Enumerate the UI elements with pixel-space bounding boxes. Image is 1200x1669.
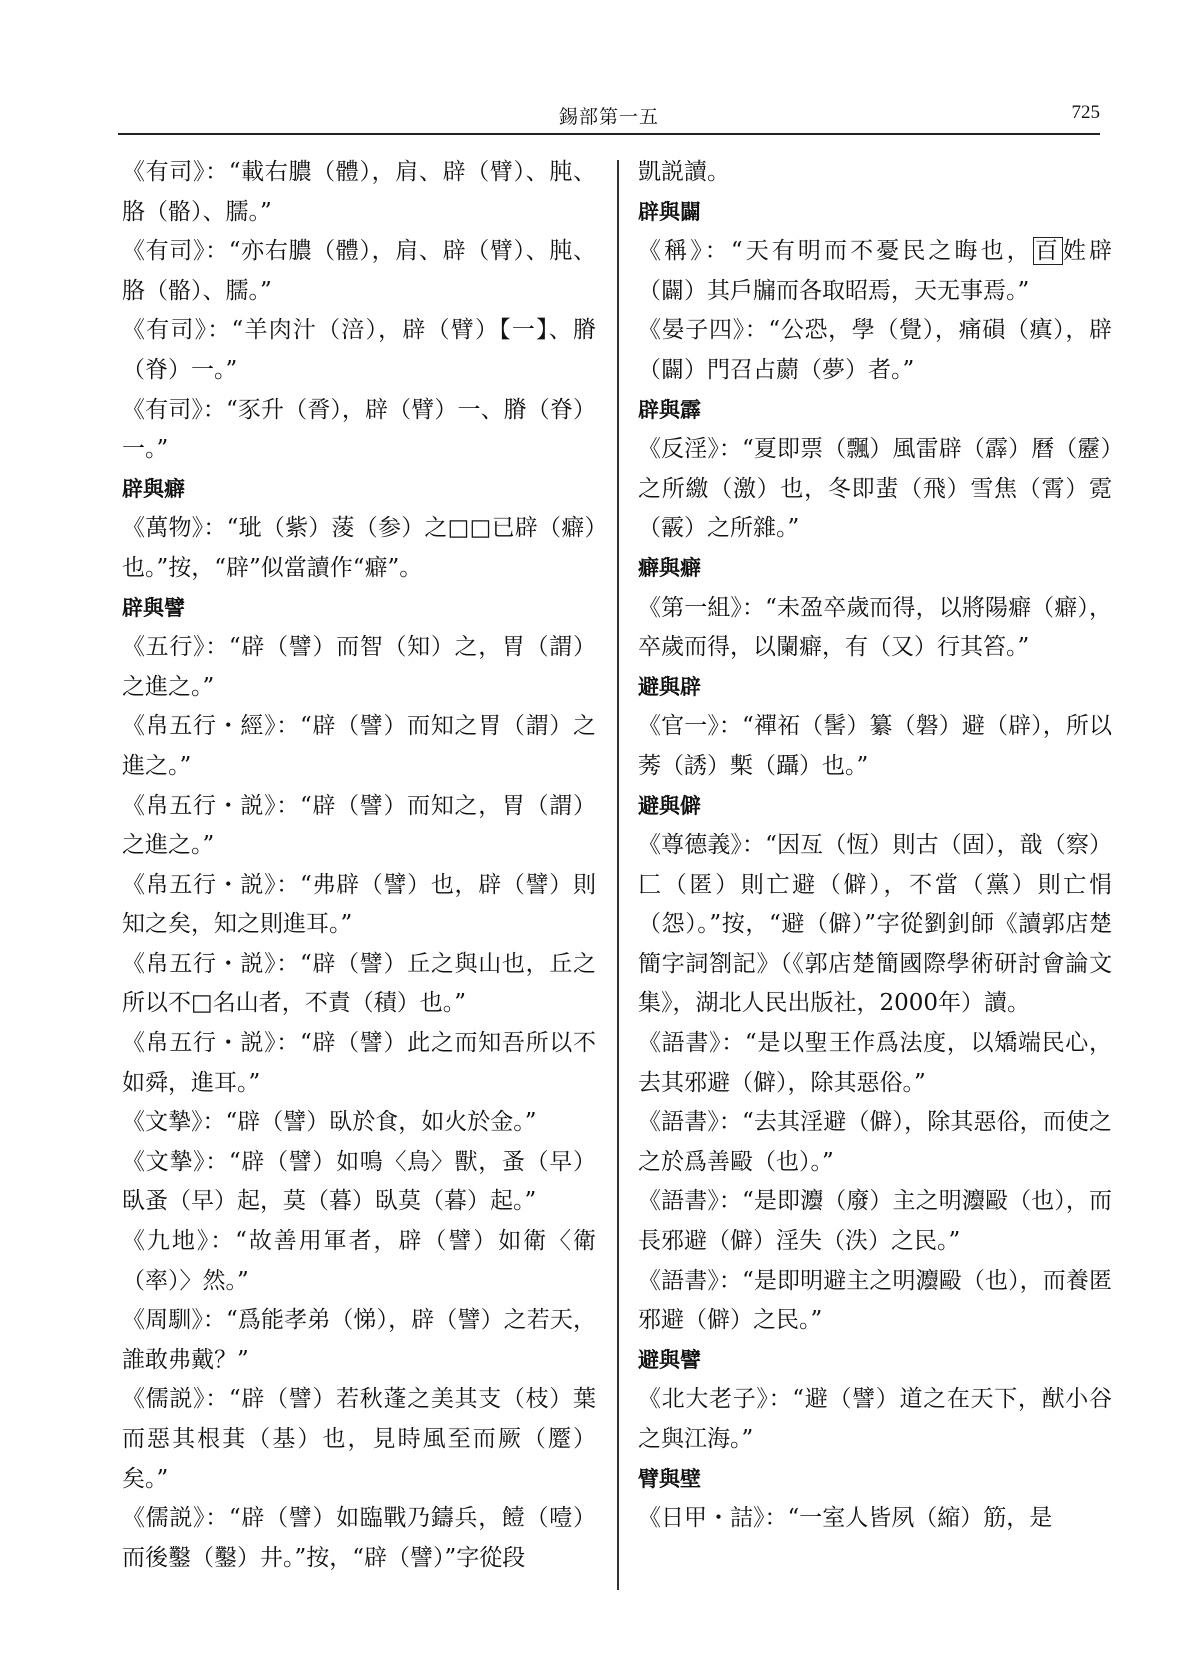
entry xyxy=(638,232,1112,311)
section-heading: 避與辟 xyxy=(638,674,701,699)
entry: 《語書》：“是即灋（廢）主之明灋毆（也），而長邪避（僻）淫失（泆）之民。” xyxy=(638,1188,1112,1255)
section-heading: 辟與譬 xyxy=(122,595,185,620)
section-heading: 臂與壁 xyxy=(638,1466,701,1491)
section-heading: 癖與癖 xyxy=(638,555,701,580)
header-rule xyxy=(118,133,1100,135)
entry: 《文摯》：“辟（譬）如鳴〈鳥〉獸，蚤（早）臥蚤（早）起，莫（暮）臥莫（暮）起。” xyxy=(122,1148,596,1215)
entry: 《反淫》：“夏即票（飄）風雷辟（霹）曆（靂）之所繳（激）也，冬即蜚（飛）雪焦（霄）霓（霰）之所雜。” xyxy=(638,436,1112,542)
entry: 《尊德義》：“因亙（恆）則古（固），戠（察）匚（匿）則亡避（僻），不當（黨）則亡悁（怨）。”按，“避（僻）”字從劉釗師《讀郭店楚簡字詞劄記》（《郭店楚簡國際學術研討會論文集》，湖北人民出版社，2000年）讀。 xyxy=(638,832,1112,1017)
entry-text: 姓辟（闢）其戶牖而各取昭焉，天无事焉。” xyxy=(638,238,1113,304)
entry: 《周馴》：“爲能孝弟（悌），辟（譬）之若天，誰敢弗戴？” xyxy=(122,1307,596,1373)
entry: 《有司》：“亦右膿（體），肩、辟（臂）、肫、胳（骼）、臑。” xyxy=(122,238,596,304)
entry: 《有司》：“豕升（脀），辟（臂）一、膌（脊）一。” xyxy=(122,396,596,463)
column-divider xyxy=(617,160,619,1590)
entry: 《儒説》：“辟（譬）若秋蓬之美其支（枝）葉而惡其根萁（基）也，見時風至而厥（蹷）矣。” xyxy=(122,1386,596,1492)
entry: 凱説讀。 xyxy=(638,159,730,185)
entry: 《帛五行・説》：“辟（譬）此之而知吾所以不如舜，進耳。” xyxy=(122,1030,596,1096)
left-column xyxy=(122,153,596,1578)
entry-text: 《稱》：“天有明而不憂民之晦也， xyxy=(638,238,1033,265)
section-heading: 避與譬 xyxy=(638,1347,701,1372)
entry: 《語書》：“是以聖王作爲法度，以矯端民心，去其邪避（僻），除其惡俗。” xyxy=(638,1030,1112,1096)
entry: 《第一組》：“未盈卒歲而得，以將陽癖（癖），卒歲而得，以闌癖，有（又）行其笞。” xyxy=(638,594,1112,661)
entry: 《儒説》：“辟（譬）如臨戰乃鑄兵，饐（噎）而後鑿（鑿）井。”按，“辟（譬）”字從段 xyxy=(122,1505,596,1571)
entry: 《五行》：“辟（譬）而智（知）之，胃（謂）之進之。” xyxy=(122,634,596,700)
entry: 《九地》：“故善用軍者，辟（譬）如衛〈衛（率）〉然。” xyxy=(122,1228,596,1294)
entry: 《有司》：“羊肉汁（涪），辟（臂）【一】、膌（脊）一。” xyxy=(122,317,596,383)
section-heading: 避與僻 xyxy=(638,793,701,818)
entry: 《萬物》：“玼（紫）蔆（参）之□□已辟（癖）也。”按，“辟”似當讀作“癖”。 xyxy=(122,515,596,581)
page-header xyxy=(118,98,1100,138)
entry: 《有司》：“載右膿（體），肩、辟（臂）、肫、胳（骼）、臑。” xyxy=(122,159,596,225)
section-heading: 辟與霹 xyxy=(638,397,701,422)
section-heading: 辟與闢 xyxy=(638,199,701,224)
entry: 《日甲・詰》：“一室人皆夙（縮）筋，是 xyxy=(638,1505,1053,1532)
entry: 《晏子四》：“公恐，學（覺），痛磒（瘨），辟（闢）門召占蘮（夢）者。” xyxy=(638,317,1112,383)
entry: 《官一》：“禪祏（髺）纂（磐）避（辟），所以莠（誘）槧（躡）也。” xyxy=(638,713,1112,779)
entry: 《文摯》：“辟（譬）臥於食，如火於金。” xyxy=(122,1109,537,1136)
entry: 《語書》：“去其淫避（僻），除其惡俗，而使之之於爲善毆（也）。” xyxy=(638,1109,1112,1175)
section-heading: 辟與癖 xyxy=(122,476,185,501)
running-title: 錫部第一五 xyxy=(558,106,659,128)
boxed-character: 百 xyxy=(1034,238,1061,265)
right-column xyxy=(638,153,1112,1539)
page-number: 725 xyxy=(1071,102,1100,123)
entry: 《帛五行・經》：“辟（譬）而知之胃（謂）之進之。” xyxy=(122,713,596,779)
entry: 《帛五行・説》：“辟（譬）丘之與山也，丘之所以不□名山者，不責（積）也。” xyxy=(122,950,596,1017)
entry: 《語書》：“是即明避主之明灋毆（也），而養匿邪避（僻）之民。” xyxy=(638,1267,1112,1334)
entry: 《帛五行・説》：“辟（譬）而知之，胃（謂）之進之。” xyxy=(122,792,596,859)
entry: 《帛五行・説》：“弗辟（譬）也，辟（譬）則知之矣，知之則進耳。” xyxy=(122,871,596,938)
entry: 《北大老子》：“避（譬）道之在天下，猷小谷之與江海。” xyxy=(638,1386,1112,1452)
